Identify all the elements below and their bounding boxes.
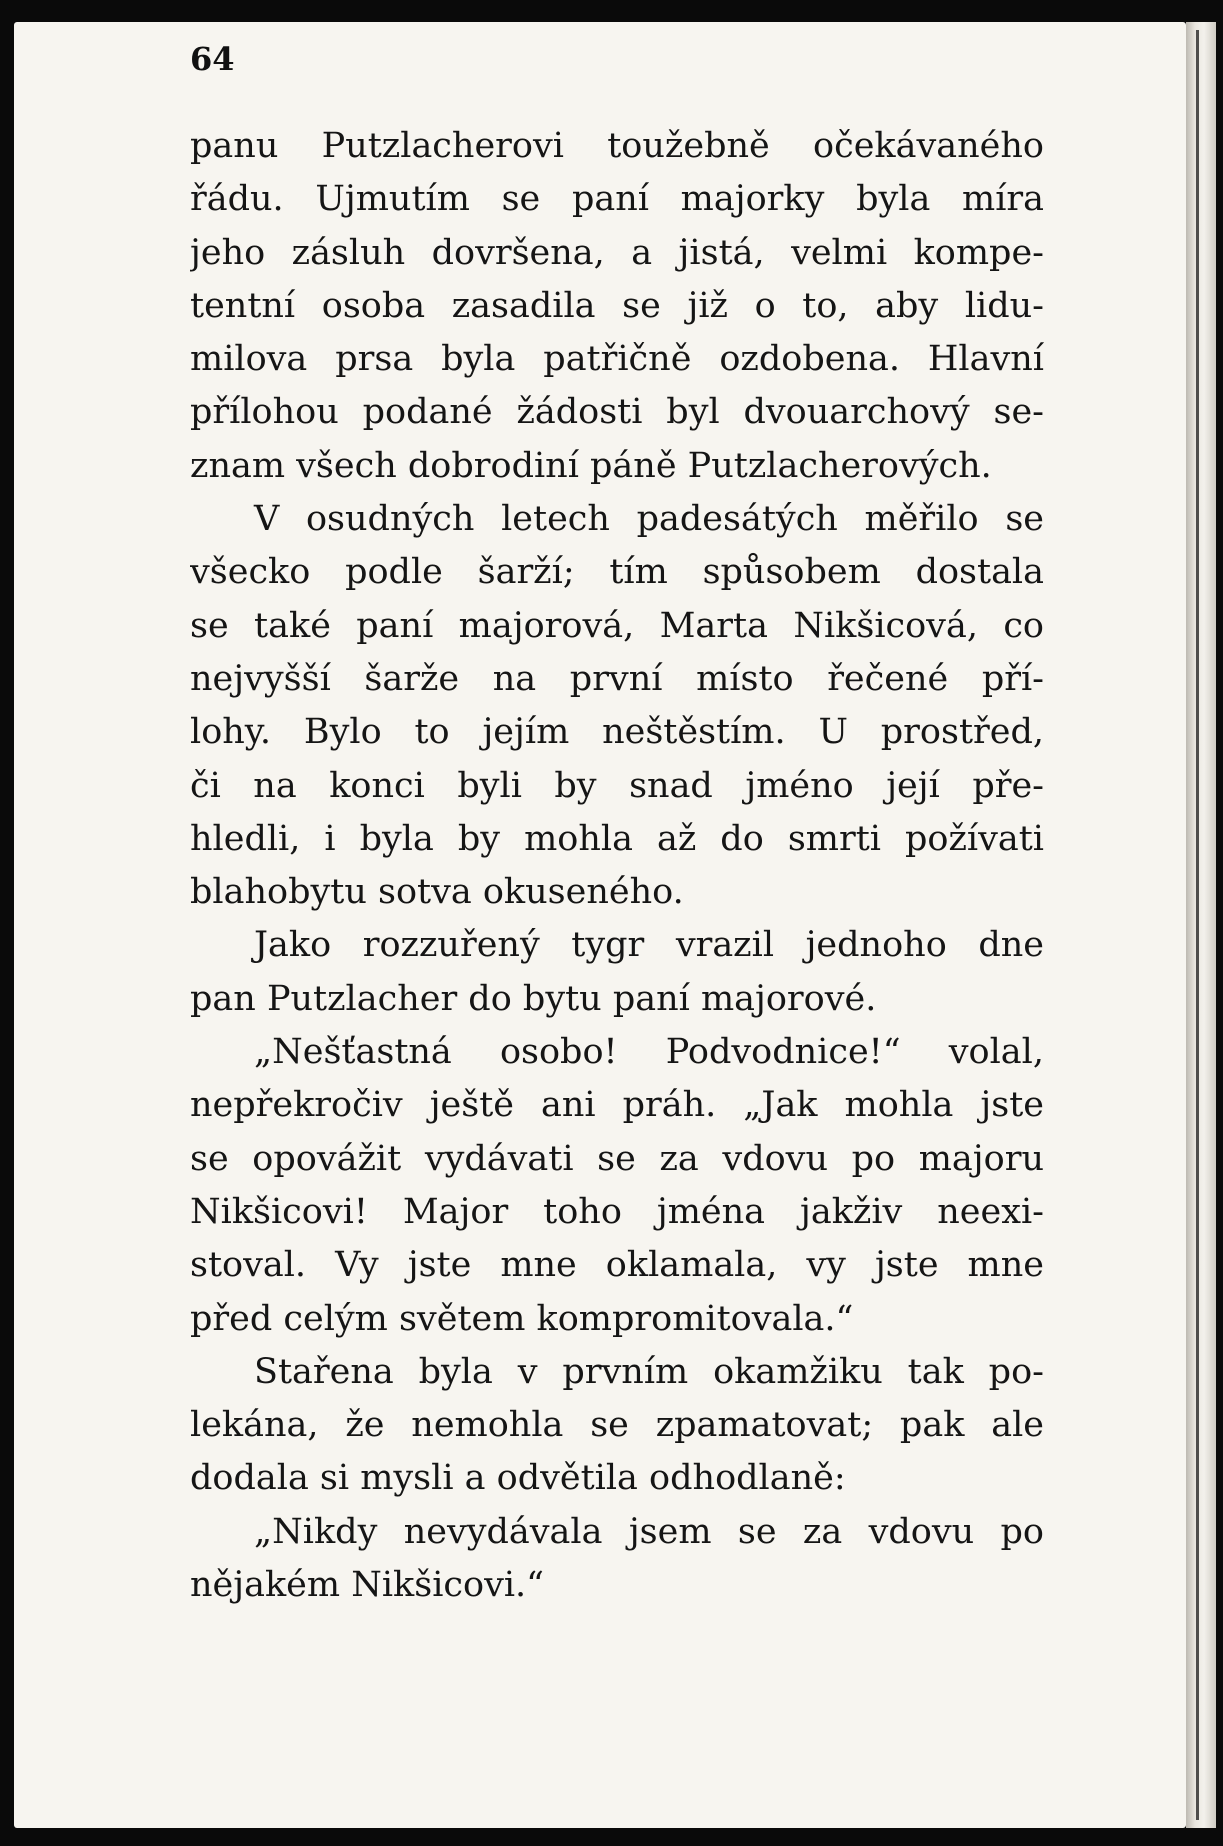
- text-line: „Nikdy nevydávala jsem se za vdovu po: [254, 1511, 1044, 1552]
- text-line: Stařena byla v prvním okamžiku tak po-: [254, 1351, 1044, 1392]
- text-line: přílohou podané žádosti byl dvouarchový se-: [190, 392, 1044, 433]
- text-line: milova prsa byla patřičně ozdobena. Hlavní: [190, 339, 1044, 380]
- text-line: nepřekročiv ještě ani práh. „Jak mohla jste: [190, 1085, 1044, 1126]
- text-line: pan Putzlacher do bytu paní majorové.: [190, 978, 877, 1019]
- spine-edge-line: [1196, 30, 1199, 1820]
- text-line: dodala si mysli a odvětila odhodlaně:: [190, 1458, 846, 1499]
- text-line: či na konci byli by snad jméno její pře-: [190, 765, 1044, 806]
- text-line: lekána, že nemohla se zpamatovat; pak ale: [190, 1405, 1044, 1446]
- text-line: řádu. Ujmutím se paní majorky byla míra: [190, 179, 1044, 220]
- book-spine: [1186, 22, 1216, 1828]
- text-line: znam všech dobrodiní páně Putzlacherových.: [190, 445, 992, 486]
- body-text: [190, 120, 1044, 1612]
- text-line: lohy. Bylo to jejím neštěstím. U prostřed,: [190, 712, 1044, 753]
- text-line: se opovážit vydávati se za vdovu po majoru: [190, 1138, 1044, 1179]
- text-line: V osudných letech padesátých měřilo se: [254, 499, 1044, 540]
- text-line: hledli, i byla by mohla až do smrti požívati: [190, 818, 1044, 859]
- text-line: panu Putzlacherovi toužebně očekávaného: [190, 126, 1044, 166]
- text-line: Nikšicovi! Major toho jména jakživ neexi-: [190, 1191, 1044, 1232]
- text-line: Jako rozzuřený tygr vrazil jednoho dne: [254, 925, 1044, 966]
- text-line: nejvyšší šarže na první místo řečené pří-: [190, 658, 1044, 699]
- text-line: „Nešťastná osobo! Podvodnice!“ volal,: [254, 1032, 1044, 1073]
- text-line: stoval. Vy jste mne oklamala, vy jste mne: [190, 1245, 1044, 1286]
- text-line: před celým světem kompromitovala.“: [190, 1298, 854, 1339]
- page-number: 64: [190, 40, 235, 78]
- text-line: jeho zásluh dovršena, a jistá, velmi kompe-: [190, 232, 1044, 273]
- text-line: všecko podle šarží; tím spůsobem dostala: [190, 552, 1044, 593]
- text-line: se také paní majorová, Marta Nikšicová, co: [190, 605, 1044, 646]
- text-line: blahobytu sotva okuseného.: [190, 872, 684, 913]
- text-line: tentní osoba zasadila se již o to, aby lidu-: [190, 285, 1044, 326]
- text-line: nějakém Nikšicovi.“: [190, 1565, 545, 1606]
